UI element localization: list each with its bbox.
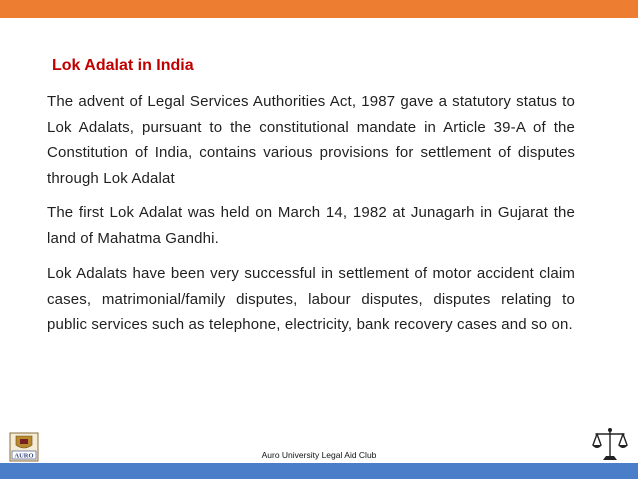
bottom-accent-bar bbox=[0, 463, 638, 479]
top-accent-bar bbox=[0, 0, 638, 18]
auro-logo-text: AURO bbox=[14, 452, 34, 460]
scales-of-justice-icon bbox=[591, 426, 629, 462]
paragraph-legal-services-act: The advent of Legal Services Authorities Act, 1987 gave a statutory status to Lok Adalats, pursuant to the constitutional mandate in Article 39-A of the Constitution of India, contains various provisions for settlement of disputes through Lok Adalat bbox=[47, 93, 575, 187]
paragraph-lok-adalat-success: Lok Adalats have been very successful in settlement of motor accident claim cases, matrimonial/family disputes, labour disputes, disputes relating to public services such as telephone, electricity, bank recovery cases and so on. bbox=[47, 265, 575, 333]
slide-title: Lok Adalat in India bbox=[52, 57, 194, 74]
paragraph-first-lok-adalat: The first Lok Adalat was held on March 14, 1982 at Junagarh in Gujarat the land of Mahatma Gandhi. bbox=[47, 204, 575, 247]
footer-label: Auro University Legal Aid Club bbox=[261, 450, 377, 460]
